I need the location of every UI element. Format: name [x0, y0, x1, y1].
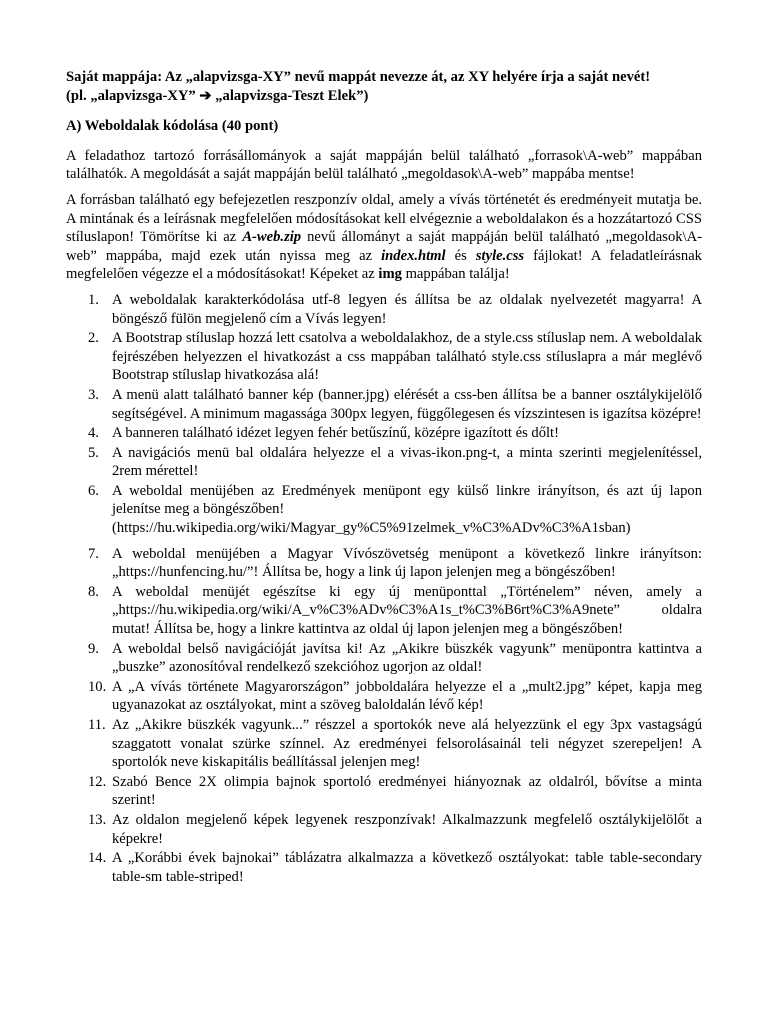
list-item	[66, 716, 702, 772]
list-item	[66, 424, 702, 443]
list-item	[66, 545, 702, 582]
item-number: 13.	[88, 811, 107, 828]
header-line-2: (pl. „alapvizsga-XY” ➔ „alapvizsga-Teszt Elek”)	[66, 87, 369, 104]
paragraph-task-description	[66, 191, 702, 284]
img-folder-name: img	[378, 266, 402, 283]
item-number: 2.	[88, 330, 99, 347]
item-text: Az oldalon megjelenő képek legyenek reszponzívak! Alkalmazzunk megfelelő osztálykijelölőt a képekre!	[112, 811, 702, 847]
paragraph-sources: A feladathoz tartozó forrásállományok a saját mappáján belül található „forrasok\A-web” mappában találhatók. A megoldását a saját mappáján belül található „megoldasok\A-web” mappába mentse!	[66, 147, 702, 183]
item-number: 6.	[88, 482, 99, 499]
list-item	[66, 678, 702, 715]
list-item	[66, 773, 702, 810]
header-line-1: Saját mappája: Az „alapvizsga-XY” nevű mappát nevezze át, az XY helyére írja a saját nevét!	[66, 69, 651, 85]
paragraph-text: A forrásban található egy befejezetlen reszponzív oldal, amely a vívás történetét és eredményeit mutatja be. A mintának és a leírásnak megfelelően módosításokat kell elvégeznie a weboldalakon és a hozzátartozó CSS stíluslapon! Tömörítse ki az	[66, 191, 702, 246]
zip-file-name: A-web.zip	[242, 229, 302, 246]
paragraph-text: és	[445, 247, 476, 264]
item-number: 10.	[88, 678, 107, 695]
item-text: Szabó Bence 2X olimpia bajnok sportoló eredményei hiányoznak az oldalról, bővítse a minta szerint!	[112, 773, 702, 809]
item-number: 3.	[88, 386, 99, 403]
item-number: 9.	[88, 640, 99, 657]
paragraph-text: mappában találja!	[401, 266, 510, 283]
item-number: 4.	[88, 425, 99, 442]
item-text: A menü alatt található banner kép (banner.jpg) elérését a css-ben állítsa be a banner osztálykijelölő segítségével. A minimum magassága 300px legyen, függőlegesen és vízszintesen is igazítsa középre!	[112, 386, 702, 422]
list-item	[66, 583, 702, 639]
task-list	[66, 291, 702, 886]
list-item	[66, 291, 702, 328]
css-file-name: style.css	[475, 247, 525, 264]
list-item	[66, 640, 702, 677]
item-number: 8.	[88, 583, 99, 600]
item-url: (https://hu.wikipedia.org/wiki/Magyar_gy%C5%91zelmek_v%C3%ADv%C3%A1sban)	[112, 520, 631, 537]
list-item	[66, 849, 702, 886]
item-text: A banneren található idézet legyen fehér betűszínű, középre igazított és dőlt!	[112, 425, 559, 442]
list-item	[66, 386, 702, 423]
list-item	[66, 811, 702, 848]
item-number: 11.	[88, 717, 106, 733]
section-title: A) Weboldalak kódolása (40 pont)	[66, 118, 279, 135]
item-text: A „A vívás története Magyarországon” jobboldalára helyezze el a „mult2.jpg” képet, kapja meg ugyanazokat az osztályokat, mint a szöveg baloldalán lévő kép!	[112, 678, 702, 714]
item-text: A Bootstrap stíluslap hozzá lett csatolva a weboldalakhoz, de a style.css stíluslap nem. A weboldalak fejrészében helyezzen el hivatkozást a css mappában található style.css stíluslapra a már meglévő Bootstrap stíluslap hivatkozása alá!	[112, 330, 702, 384]
item-text: A weboldal menüjében a Magyar Vívószövetség menüpont a következő linkre irányítson: „https://hunfencing.hu/”! Állítsa be, hogy a link új lapon jelenjen meg a böngészőben!	[112, 545, 702, 581]
item-text: A weboldal belső navigációját javítsa ki! Az „Akikre büszkék vagyunk” menüpontra kattintva a „buszke” azonosítóval rendelkező szekcióhoz ugorjon az oldal!	[112, 640, 702, 676]
item-text: A navigációs menü bal oldalára helyezze el a vivas-ikon.png-t, a minta szerinti megjelenítéssel, 2rem mérettel!	[112, 444, 702, 480]
item-text: A „Korábbi évek bajnokai” táblázatra alkalmazza a következő osztályokat: table table-secondary table-sm table-striped!	[112, 850, 702, 885]
item-number: 12.	[88, 773, 107, 790]
list-item	[66, 482, 702, 538]
item-number: 1.	[88, 291, 99, 308]
item-number: 7.	[88, 545, 99, 562]
html-file-name: index.html	[381, 247, 446, 264]
paragraph-text: nevű állományt a saját mappáján belül található „megoldasok\A-web” mappába, majd ezek után nyissa meg az	[66, 229, 702, 264]
item-text: Az „Akikre büszkék vagyunk...” részzel a sportokók neve alá helyezzünk el egy 3px vastagságú szaggatott vonalat szürke színnel. Az eredményei felsorolásainál teli négyzet szerepeljen! A sportolók neve kiskapitális beállítással jelenjen meg!	[112, 717, 702, 771]
item-text: A weboldal menüjében az Eredmények menüpont egy külső linkre irányítson, és azt új lapon jelenítse meg a böngészőben!	[112, 482, 702, 518]
item-text: A weboldalak karakterkódolása utf-8 legyen és állítsa be az oldalak nyelvezetét magyarra! A böngésző fülön megjelenő cím a Vívás legyen!	[112, 291, 702, 327]
item-number: 5.	[88, 444, 99, 461]
item-number: 14.	[88, 850, 107, 867]
list-item	[66, 444, 702, 481]
list-item	[66, 329, 702, 385]
instructions-header	[66, 68, 702, 105]
paragraph-text: fájlokat! A feladatleírásnak megfelelően végezze el a módosításokat! Képeket az	[66, 247, 702, 283]
item-text: A weboldal menüjét egészítse ki egy új menüponttal „Történelem” néven, amely a „https://hu.wikipedia.org/wiki/A_v%C3%ADv%C3%A1s_t%C3%B6rt%C3%A9nete” oldalra mutat! Állítsa be, hogy a linkre kattintva az oldal új lapon jelenjen meg a böngészőben!	[112, 583, 702, 638]
